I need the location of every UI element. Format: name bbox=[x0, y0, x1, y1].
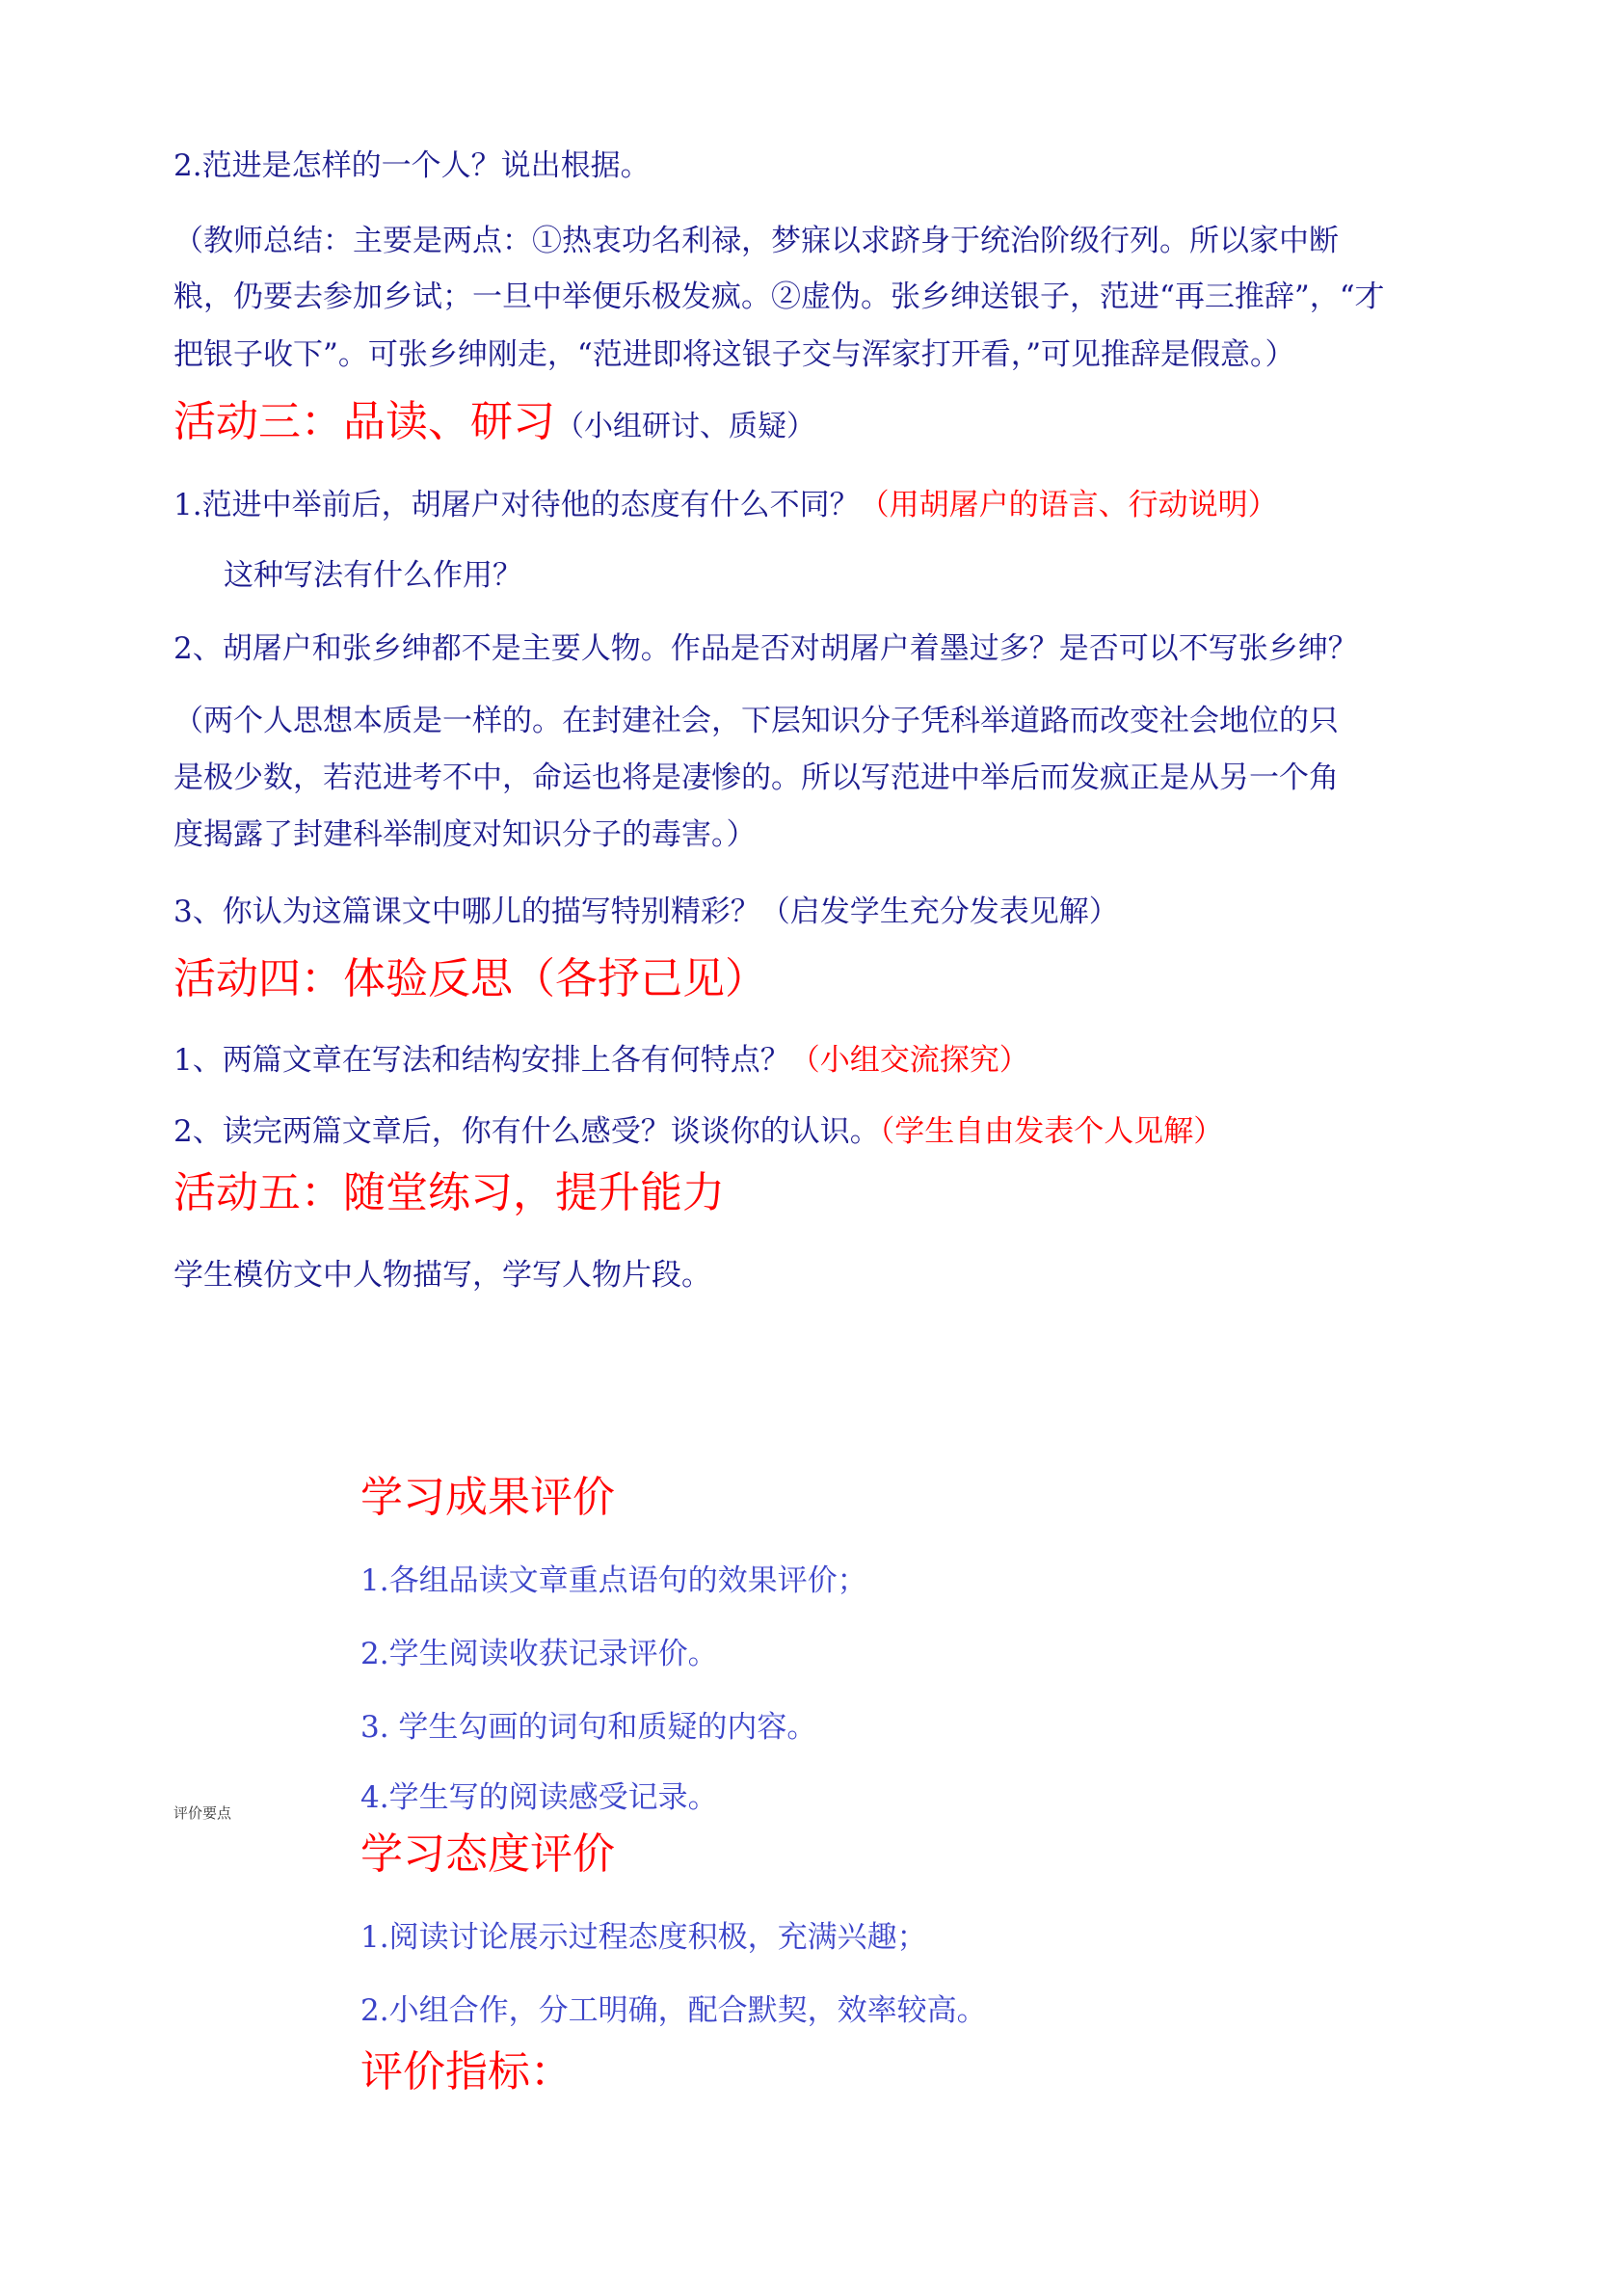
activity-3-subtitle: （小组研讨、质疑） bbox=[555, 410, 815, 443]
activity-4-heading bbox=[173, 954, 767, 1004]
result-evaluation-title: 学习成果评价 bbox=[360, 1473, 615, 1522]
evaluation-index-title: 评价指标： bbox=[360, 2047, 572, 2096]
activity-3-question-2: 2、胡屠户和张乡绅都不是主要人物。作品是否对胡屠户着墨过多？是否可以不写张乡绅？ bbox=[173, 631, 1358, 666]
activity-4-question-1 bbox=[173, 1041, 1029, 1080]
attitude-evaluation-item: 2.小组合作，分工明确，配合默契，效率较高。 bbox=[360, 1993, 987, 2028]
activity-4-title-suffix: （各抒己见） bbox=[513, 954, 767, 1003]
activity-3-answer-2-line-1: （两个人思想本质是一样的。在封建社会，下层知识分子凭科举道路而改变社会地位的只 bbox=[173, 704, 1339, 738]
activity-3-q1-hint: （用胡屠户的语言、行动说明） bbox=[859, 488, 1278, 522]
result-evaluation-item: 4.学生写的阅读感受记录。 bbox=[360, 1780, 718, 1815]
teacher-summary-line-2: 粮，仍要去参加乡试；一旦中举便乐极发疯。②虚伪。张乡绅送银子，范进“再三推辞”，“才 bbox=[173, 280, 1385, 314]
activity-4-title: 活动四：体验反思 bbox=[173, 954, 513, 1003]
attitude-evaluation-title: 学习态度评价 bbox=[360, 1829, 615, 1879]
activity-4-question-2 bbox=[173, 1112, 1223, 1151]
question-2: 2.范进是怎样的一个人？说出根据。 bbox=[173, 148, 651, 183]
activity-3-q1-text: 1.范进中举前后，胡屠户对待他的态度有什么不同？ bbox=[173, 488, 860, 522]
activity-3-answer-2-line-2: 是极少数，若范进考不中，命运也将是凄惨的。所以写范进中举后而发疯正是从另一个角 bbox=[173, 761, 1339, 795]
activity-3-q1-follow: 这种写法有什么作用？ bbox=[224, 558, 522, 593]
teacher-summary-line-3: 把银子收下”。可张乡绅刚走，“范进即将这银子交与浑家打开看，”可见推辞是假意。） bbox=[173, 337, 1295, 372]
activity-3-title: 活动三：品读、研习 bbox=[173, 397, 555, 446]
result-evaluation-item: 1.各组品读文章重点语句的效果评价； bbox=[360, 1563, 867, 1598]
evaluation-side-label: 评价要点 bbox=[173, 1804, 232, 1822]
activity-3-heading bbox=[173, 397, 815, 447]
activity-4-q1-hint: （小组交流探究） bbox=[789, 1043, 1029, 1078]
result-evaluation-item: 2.学生阅读收获记录评价。 bbox=[360, 1637, 718, 1671]
activity-5-body: 学生模仿文中人物描写，学写人物片段。 bbox=[173, 1258, 711, 1293]
activity-4-q2-text: 2、读完两篇文章后，你有什么感受？谈谈你的认识。 bbox=[173, 1114, 880, 1149]
activity-3-question-1 bbox=[173, 486, 1278, 524]
activity-4-q2-hint: （学生自由发表个人见解） bbox=[879, 1114, 1224, 1149]
result-evaluation-item: 3. 学生勾画的词句和质疑的内容。 bbox=[360, 1710, 817, 1745]
teacher-summary-line-1: （教师总结：主要是两点：①热衷功名利禄，梦寐以求跻身于统治阶级行列。所以家中断 bbox=[173, 224, 1339, 258]
activity-5-title: 活动五：随堂练习，提升能力 bbox=[173, 1168, 725, 1217]
attitude-evaluation-item: 1.阅读讨论展示过程态度积极，充满兴趣； bbox=[360, 1920, 927, 1955]
activity-3-question-3: 3、你认为这篇课文中哪儿的描写特别精彩？（启发学生充分发表见解） bbox=[173, 894, 1119, 929]
activity-3-answer-2-line-3: 度揭露了封建科举制度对知识分子的毒害。） bbox=[173, 817, 757, 852]
activity-4-q1-text: 1、两篇文章在写法和结构安排上各有何特点？ bbox=[173, 1043, 790, 1078]
